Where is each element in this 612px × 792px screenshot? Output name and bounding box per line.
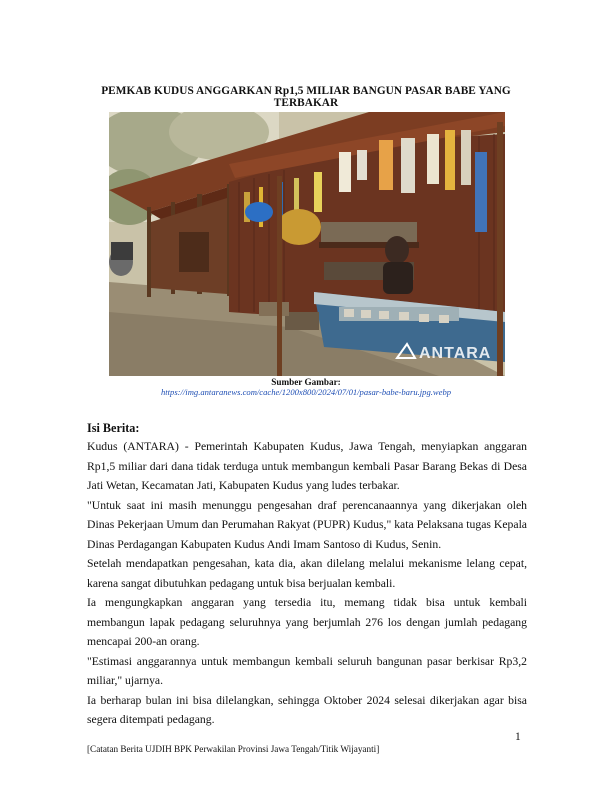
paragraph: Kudus (ANTARA) - Pemerintah Kabupaten Kudus, Jawa Tengah, menyiapkan anggaran Rp1,5 miliar dari dana tidak terduga untuk membangun kembali Pasar Barang Bekas di Desa Jati Wetan, Kecamatan Jati, Kabupaten Kudus yang ludes terbakar.	[87, 440, 527, 492]
paragraph: "Untuk saat ini masih menunggu pengesahan draf perencanaannya yang dikerjakan oleh Dinas Pekerjaan Umum dan Perumahan Rakyat (PUPR) Kudus," kata Pelaksana tugas Kepala Dinas Perdagangan Kabupaten Kudus Andi Imam Santoso di Kudus, Senin.	[87, 498, 527, 551]
paragraph: Ia berharap bulan ini bisa dilelangkan, sehingga Oktober 2024 selesai dikerjakan agar bisa segera ditempati pedagang.	[87, 693, 527, 726]
image-caption-label: Sumber Gambar:	[271, 377, 341, 387]
page-number: 1	[515, 731, 521, 743]
svg-text:ANTARA: ANTARA	[419, 345, 492, 362]
article-body	[87, 437, 527, 730]
section-heading: Isi Berita:	[87, 421, 140, 435]
article-photo	[109, 112, 505, 376]
paragraph: "Estimasi anggarannya untuk membangun kembali seluruh bangunan pasar berkisar Rp3,2 miliar," ujarnya.	[87, 654, 527, 687]
article-title: PEMKAB KUDUS ANGGARKAN Rp1,5 MILIAR BANGUN PASAR BABE YANG TERBAKAR	[101, 85, 511, 109]
paragraph: Ia mengungkapkan anggaran yang tersedia itu, memang tidak bisa untuk kembali membangun lapak pedagang seluruhnya yang berjumlah 276 los dengan jumlah pedagang mencapai 200-an orang.	[87, 596, 527, 648]
paragraph: Setelah mendapatkan pengesahan, kata dia, akan dilelang melalui mekanisme lelang cepat, karena sangat dibutuhkan pedagang untuk bisa berjualan kembali.	[87, 557, 527, 590]
footer-note: [Catatan Berita UJDIH BPK Perwakilan Provinsi Jawa Tengah/Titik Wijayanti]	[87, 744, 380, 754]
image-source-link[interactable]: https://img.antaranews.com/cache/1200x800/2024/07/01/pasar-babe-baru.jpg.webp	[160, 387, 452, 397]
market-stall-photo	[109, 112, 505, 376]
